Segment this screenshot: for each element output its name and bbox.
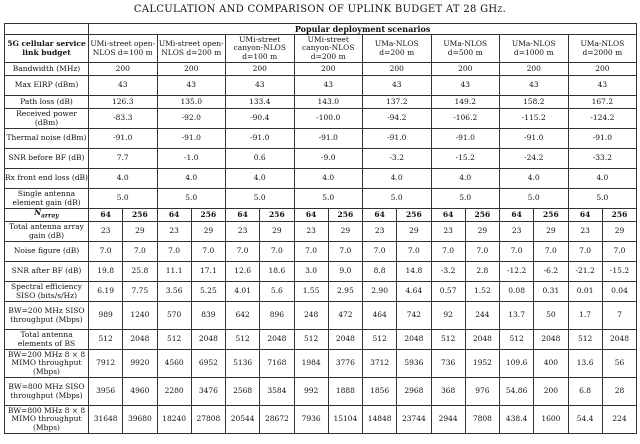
row-label: Total antenna array gain (dB) xyxy=(5,222,89,242)
value-cell: 2048 xyxy=(602,330,636,350)
value-cell: 0.6 xyxy=(226,149,295,169)
value-cell: 200 xyxy=(431,63,500,76)
value-cell: 7.75 xyxy=(123,282,157,302)
value-cell: -33.2 xyxy=(568,149,637,169)
value-cell: 5.0 xyxy=(226,189,295,209)
value-cell: -106.2 xyxy=(431,109,500,129)
value-cell: -124.2 xyxy=(568,109,637,129)
value-cell: -91.0 xyxy=(363,129,432,149)
value-cell: 39680 xyxy=(123,406,157,434)
value-cell: 23 xyxy=(294,222,328,242)
scenario-header: UMi-street canyon-NLOS d=200 m xyxy=(294,35,363,63)
value-cell: 29 xyxy=(397,222,431,242)
value-cell: 0.04 xyxy=(602,282,636,302)
value-cell: 464 xyxy=(363,302,397,330)
value-cell: 224 xyxy=(602,406,636,434)
value-cell: -91.0 xyxy=(500,129,569,149)
value-cell: 3584 xyxy=(260,378,294,406)
value-cell: 7.0 xyxy=(363,242,397,262)
value-cell: -94.2 xyxy=(363,109,432,129)
value-cell: 5936 xyxy=(397,350,431,378)
value-cell: 2944 xyxy=(431,406,465,434)
value-cell: 2968 xyxy=(397,378,431,406)
scenario-header-row xyxy=(5,35,637,63)
value-cell: 400 xyxy=(534,350,568,378)
value-cell: 1888 xyxy=(328,378,362,406)
value-cell: 29 xyxy=(123,222,157,242)
value-cell: 29 xyxy=(534,222,568,242)
table-row xyxy=(5,242,637,262)
value-cell: 1952 xyxy=(465,350,499,378)
value-cell: -91.0 xyxy=(431,129,500,149)
value-cell: 135.0 xyxy=(157,96,226,109)
value-cell: 29 xyxy=(602,222,636,242)
value-cell: 14848 xyxy=(363,406,397,434)
value-cell: 2048 xyxy=(397,330,431,350)
value-cell: 200 xyxy=(157,63,226,76)
value-cell: 2048 xyxy=(260,330,294,350)
value-cell: 896 xyxy=(260,302,294,330)
value-cell: 2280 xyxy=(157,378,191,406)
narray-value: 64 xyxy=(157,209,191,222)
value-cell: 19.8 xyxy=(89,262,123,282)
table-row xyxy=(5,149,637,169)
value-cell: 2.8 xyxy=(465,262,499,282)
row-label: SNR before BF (dB) xyxy=(5,149,89,169)
value-cell: 512 xyxy=(363,330,397,350)
value-cell: 126.3 xyxy=(89,96,158,109)
value-cell: 4.0 xyxy=(431,169,500,189)
value-cell: 4.0 xyxy=(157,169,226,189)
value-cell: 8.8 xyxy=(363,262,397,282)
scenario-header: UMa-NLOS d=2000 m xyxy=(568,35,637,63)
table-row xyxy=(5,63,637,76)
value-cell: 7.0 xyxy=(123,242,157,262)
table-row xyxy=(5,378,637,406)
value-cell: 0.01 xyxy=(568,282,602,302)
value-cell: 512 xyxy=(500,330,534,350)
header-corner-top xyxy=(5,24,89,35)
value-cell: -91.0 xyxy=(226,129,295,149)
narray-label: $N_{array}$ xyxy=(5,209,89,222)
value-cell: 742 xyxy=(397,302,431,330)
table-row xyxy=(5,129,637,149)
value-cell: 23 xyxy=(226,222,260,242)
value-cell: 1240 xyxy=(123,302,157,330)
value-cell: 18.6 xyxy=(260,262,294,282)
value-cell: 2048 xyxy=(191,330,225,350)
value-cell: 200 xyxy=(534,378,568,406)
value-cell: 5.0 xyxy=(157,189,226,209)
value-cell: 27808 xyxy=(191,406,225,434)
value-cell: 167.2 xyxy=(568,96,637,109)
value-cell: 244 xyxy=(465,302,499,330)
narray-value: 256 xyxy=(191,209,225,222)
value-cell: 512 xyxy=(89,330,123,350)
table-row xyxy=(5,222,637,242)
row-label: BW=800 MHz SISO throughput (Mbps) xyxy=(5,378,89,406)
value-cell: 7.0 xyxy=(260,242,294,262)
value-cell: 368 xyxy=(431,378,465,406)
value-cell: 642 xyxy=(226,302,260,330)
value-cell: -91.0 xyxy=(294,129,363,149)
value-cell: 137.2 xyxy=(363,96,432,109)
value-cell: 7.0 xyxy=(568,242,602,262)
value-cell: 11.1 xyxy=(157,262,191,282)
value-cell: 4.64 xyxy=(397,282,431,302)
value-cell: 92 xyxy=(431,302,465,330)
table-row xyxy=(5,96,637,109)
scenario-header: UMi-street canyon-NLOS d=100 m xyxy=(226,35,295,63)
table-row xyxy=(5,109,637,129)
value-cell: 43 xyxy=(431,76,500,96)
value-cell: 31648 xyxy=(89,406,123,434)
value-cell: 200 xyxy=(226,63,295,76)
value-cell: 2.95 xyxy=(328,282,362,302)
value-cell: -3.2 xyxy=(431,262,465,282)
value-cell: -1.0 xyxy=(157,149,226,169)
value-cell: 5.6 xyxy=(260,282,294,302)
row-label: Spectral efficiency SISO (bits/s/Hz) xyxy=(5,282,89,302)
value-cell: 200 xyxy=(568,63,637,76)
value-cell: 17.1 xyxy=(191,262,225,282)
value-cell: 5.0 xyxy=(500,189,569,209)
value-cell: 6.8 xyxy=(568,378,602,406)
table-body xyxy=(5,63,637,434)
table-row xyxy=(5,330,637,350)
row-label: Bandwidth (MHz) xyxy=(5,63,89,76)
value-cell: 109.6 xyxy=(500,350,534,378)
value-cell: 200 xyxy=(500,63,569,76)
value-cell: -6.2 xyxy=(534,262,568,282)
value-cell: 0.31 xyxy=(534,282,568,302)
scenario-header: UMa-NLOS d=500 m xyxy=(431,35,500,63)
value-cell: 5.0 xyxy=(363,189,432,209)
value-cell: 13.7 xyxy=(500,302,534,330)
value-cell: 7.0 xyxy=(534,242,568,262)
value-cell: 43 xyxy=(568,76,637,96)
value-cell: 5.0 xyxy=(568,189,637,209)
value-cell: 20544 xyxy=(226,406,260,434)
value-cell: 7.0 xyxy=(191,242,225,262)
value-cell: 7.0 xyxy=(226,242,260,262)
value-cell: -3.2 xyxy=(363,149,432,169)
row-label: BW=200 MHz SISO throughput (Mbps) xyxy=(5,302,89,330)
value-cell: 248 xyxy=(294,302,328,330)
value-cell: 4.0 xyxy=(568,169,637,189)
value-cell: 472 xyxy=(328,302,362,330)
value-cell: 1.52 xyxy=(465,282,499,302)
value-cell: 149.2 xyxy=(431,96,500,109)
value-cell: 839 xyxy=(191,302,225,330)
value-cell: 512 xyxy=(294,330,328,350)
value-cell: 5.0 xyxy=(431,189,500,209)
narray-value: 256 xyxy=(123,209,157,222)
value-cell: 6952 xyxy=(191,350,225,378)
value-cell: 2568 xyxy=(226,378,260,406)
value-cell: -91.0 xyxy=(89,129,158,149)
value-cell: 12.6 xyxy=(226,262,260,282)
value-cell: 7808 xyxy=(465,406,499,434)
value-cell: 4.0 xyxy=(500,169,569,189)
value-cell: 992 xyxy=(294,378,328,406)
value-cell: 512 xyxy=(226,330,260,350)
value-cell: 23 xyxy=(363,222,397,242)
narray-value: 64 xyxy=(89,209,123,222)
value-cell: 7.0 xyxy=(602,242,636,262)
value-cell: 23 xyxy=(89,222,123,242)
narray-value: 64 xyxy=(226,209,260,222)
value-cell: 7.0 xyxy=(397,242,431,262)
value-cell: 43 xyxy=(294,76,363,96)
value-cell: 438.4 xyxy=(500,406,534,434)
value-cell: 200 xyxy=(363,63,432,76)
value-cell: 7.0 xyxy=(157,242,191,262)
scenario-header: UMa-NLOS d=200 m xyxy=(363,35,432,63)
value-cell: 736 xyxy=(431,350,465,378)
value-cell: 143.0 xyxy=(294,96,363,109)
value-cell: 7.0 xyxy=(500,242,534,262)
value-cell: 570 xyxy=(157,302,191,330)
uplink-budget-table xyxy=(4,23,637,434)
value-cell: 29 xyxy=(191,222,225,242)
header-group-row xyxy=(5,24,637,35)
value-cell: 3956 xyxy=(89,378,123,406)
row-label: Path loss (dB) xyxy=(5,96,89,109)
group-title: Popular deployment scenarios xyxy=(89,24,637,35)
value-cell: 3.56 xyxy=(157,282,191,302)
scenario-header: UMi-street open-NLOS d=100 m xyxy=(89,35,158,63)
row-label: Max EIRP (dBm) xyxy=(5,76,89,96)
value-cell: 43 xyxy=(226,76,295,96)
value-cell: 7 xyxy=(602,302,636,330)
value-cell: 4.0 xyxy=(294,169,363,189)
value-cell: 23 xyxy=(157,222,191,242)
value-cell: 54.86 xyxy=(500,378,534,406)
row-label: Single antenna element gain (dB) xyxy=(5,189,89,209)
value-cell: 7.0 xyxy=(431,242,465,262)
value-cell: 9.0 xyxy=(328,262,362,282)
value-cell: -21.2 xyxy=(568,262,602,282)
scenario-header: UMi-street open-NLOS d=200 m xyxy=(157,35,226,63)
value-cell: 5.0 xyxy=(89,189,158,209)
value-cell: 3.0 xyxy=(294,262,328,282)
value-cell: -9.0 xyxy=(294,149,363,169)
table-row xyxy=(5,262,637,282)
row-label: Thermal noise (dBm) xyxy=(5,129,89,149)
value-cell: 2048 xyxy=(534,330,568,350)
narray-value: 64 xyxy=(431,209,465,222)
value-cell: 1984 xyxy=(294,350,328,378)
value-cell: 7.0 xyxy=(294,242,328,262)
value-cell: 2048 xyxy=(328,330,362,350)
row-label: Noise figure (dB) xyxy=(5,242,89,262)
value-cell: 43 xyxy=(500,76,569,96)
value-cell: -90.4 xyxy=(226,109,295,129)
table-row xyxy=(5,76,637,96)
value-cell: 5136 xyxy=(226,350,260,378)
value-cell: -92.0 xyxy=(157,109,226,129)
value-cell: 512 xyxy=(431,330,465,350)
value-cell: 29 xyxy=(260,222,294,242)
row-label: BW=200 MHz 8 × 8 MIMO throughput (Mbps) xyxy=(5,350,89,378)
value-cell: 7168 xyxy=(260,350,294,378)
row-label: BW=800 MHz 8 × 8 MIMO throughput (Mbps) xyxy=(5,406,89,434)
narray-value: 256 xyxy=(328,209,362,222)
value-cell: 3712 xyxy=(363,350,397,378)
row-label: Total antenna elements of BS xyxy=(5,330,89,350)
value-cell: 50 xyxy=(534,302,568,330)
value-cell: 4560 xyxy=(157,350,191,378)
value-cell: -83.3 xyxy=(89,109,158,129)
value-cell: 6.19 xyxy=(89,282,123,302)
value-cell: 976 xyxy=(465,378,499,406)
value-cell: 23 xyxy=(568,222,602,242)
value-cell: 1600 xyxy=(534,406,568,434)
value-cell: -24.2 xyxy=(500,149,569,169)
narray-value: 256 xyxy=(260,209,294,222)
value-cell: 9920 xyxy=(123,350,157,378)
narray-value: 256 xyxy=(465,209,499,222)
value-cell: 512 xyxy=(157,330,191,350)
table-row xyxy=(5,302,637,330)
value-cell: 4960 xyxy=(123,378,157,406)
narray-value: 256 xyxy=(397,209,431,222)
value-cell: -15.2 xyxy=(602,262,636,282)
value-cell: 4.0 xyxy=(226,169,295,189)
narray-row xyxy=(5,209,637,222)
value-cell: 7.7 xyxy=(89,149,158,169)
value-cell: 4.0 xyxy=(89,169,158,189)
value-cell: 54.4 xyxy=(568,406,602,434)
table-caption: CALCULATION AND COMPARISON OF UPLINK BUDGET AT 28 GHz. xyxy=(133,4,507,15)
value-cell: 5.0 xyxy=(294,189,363,209)
value-cell: 18240 xyxy=(157,406,191,434)
row-label: Rx front end loss (dB) xyxy=(5,169,89,189)
value-cell: 14.8 xyxy=(397,262,431,282)
value-cell: 0.08 xyxy=(500,282,534,302)
value-cell: 3776 xyxy=(328,350,362,378)
value-cell: 7.0 xyxy=(465,242,499,262)
narray-value: 256 xyxy=(534,209,568,222)
row-label: Received power (dBm) xyxy=(5,109,89,129)
value-cell: 23 xyxy=(500,222,534,242)
value-cell: 4.01 xyxy=(226,282,260,302)
value-cell: 29 xyxy=(328,222,362,242)
value-cell: 43 xyxy=(89,76,158,96)
value-cell: 158.2 xyxy=(500,96,569,109)
value-cell: 23744 xyxy=(397,406,431,434)
value-cell: 1856 xyxy=(363,378,397,406)
narray-value: 64 xyxy=(500,209,534,222)
value-cell: 2.90 xyxy=(363,282,397,302)
value-cell: 989 xyxy=(89,302,123,330)
corner-label: 5G cellular service link budget xyxy=(5,35,89,63)
value-cell: 4.0 xyxy=(363,169,432,189)
value-cell: 3476 xyxy=(191,378,225,406)
table-row xyxy=(5,406,637,434)
value-cell: -91.0 xyxy=(157,129,226,149)
narray-value: 64 xyxy=(568,209,602,222)
value-cell: 200 xyxy=(89,63,158,76)
value-cell: 2048 xyxy=(465,330,499,350)
value-cell: 43 xyxy=(363,76,432,96)
narray-value: 64 xyxy=(363,209,397,222)
value-cell: 23 xyxy=(431,222,465,242)
value-cell: 7.0 xyxy=(89,242,123,262)
table-row xyxy=(5,350,637,378)
value-cell: 13.6 xyxy=(568,350,602,378)
value-cell: 25.8 xyxy=(123,262,157,282)
value-cell: 28672 xyxy=(260,406,294,434)
table-row xyxy=(5,169,637,189)
value-cell: 133.4 xyxy=(226,96,295,109)
narray-value: 256 xyxy=(602,209,636,222)
value-cell: 7936 xyxy=(294,406,328,434)
value-cell: 2048 xyxy=(123,330,157,350)
scenario-header: UMa-NLOS d=1000 m xyxy=(500,35,569,63)
value-cell: 200 xyxy=(294,63,363,76)
narray-value: 64 xyxy=(294,209,328,222)
value-cell: 15104 xyxy=(328,406,362,434)
row-label: SNR after BF (dB) xyxy=(5,262,89,282)
value-cell: -100.0 xyxy=(294,109,363,129)
value-cell: -115.2 xyxy=(500,109,569,129)
value-cell: 43 xyxy=(157,76,226,96)
value-cell: -15.2 xyxy=(431,149,500,169)
value-cell: 0.57 xyxy=(431,282,465,302)
value-cell: 56 xyxy=(602,350,636,378)
value-cell: -12.2 xyxy=(500,262,534,282)
value-cell: 1.7 xyxy=(568,302,602,330)
table-row xyxy=(5,282,637,302)
value-cell: 28 xyxy=(602,378,636,406)
value-cell: 512 xyxy=(568,330,602,350)
value-cell: 29 xyxy=(465,222,499,242)
value-cell: 7912 xyxy=(89,350,123,378)
value-cell: 1.55 xyxy=(294,282,328,302)
value-cell: -91.0 xyxy=(568,129,637,149)
table-row xyxy=(5,189,637,209)
value-cell: 7.0 xyxy=(328,242,362,262)
value-cell: 5.25 xyxy=(191,282,225,302)
